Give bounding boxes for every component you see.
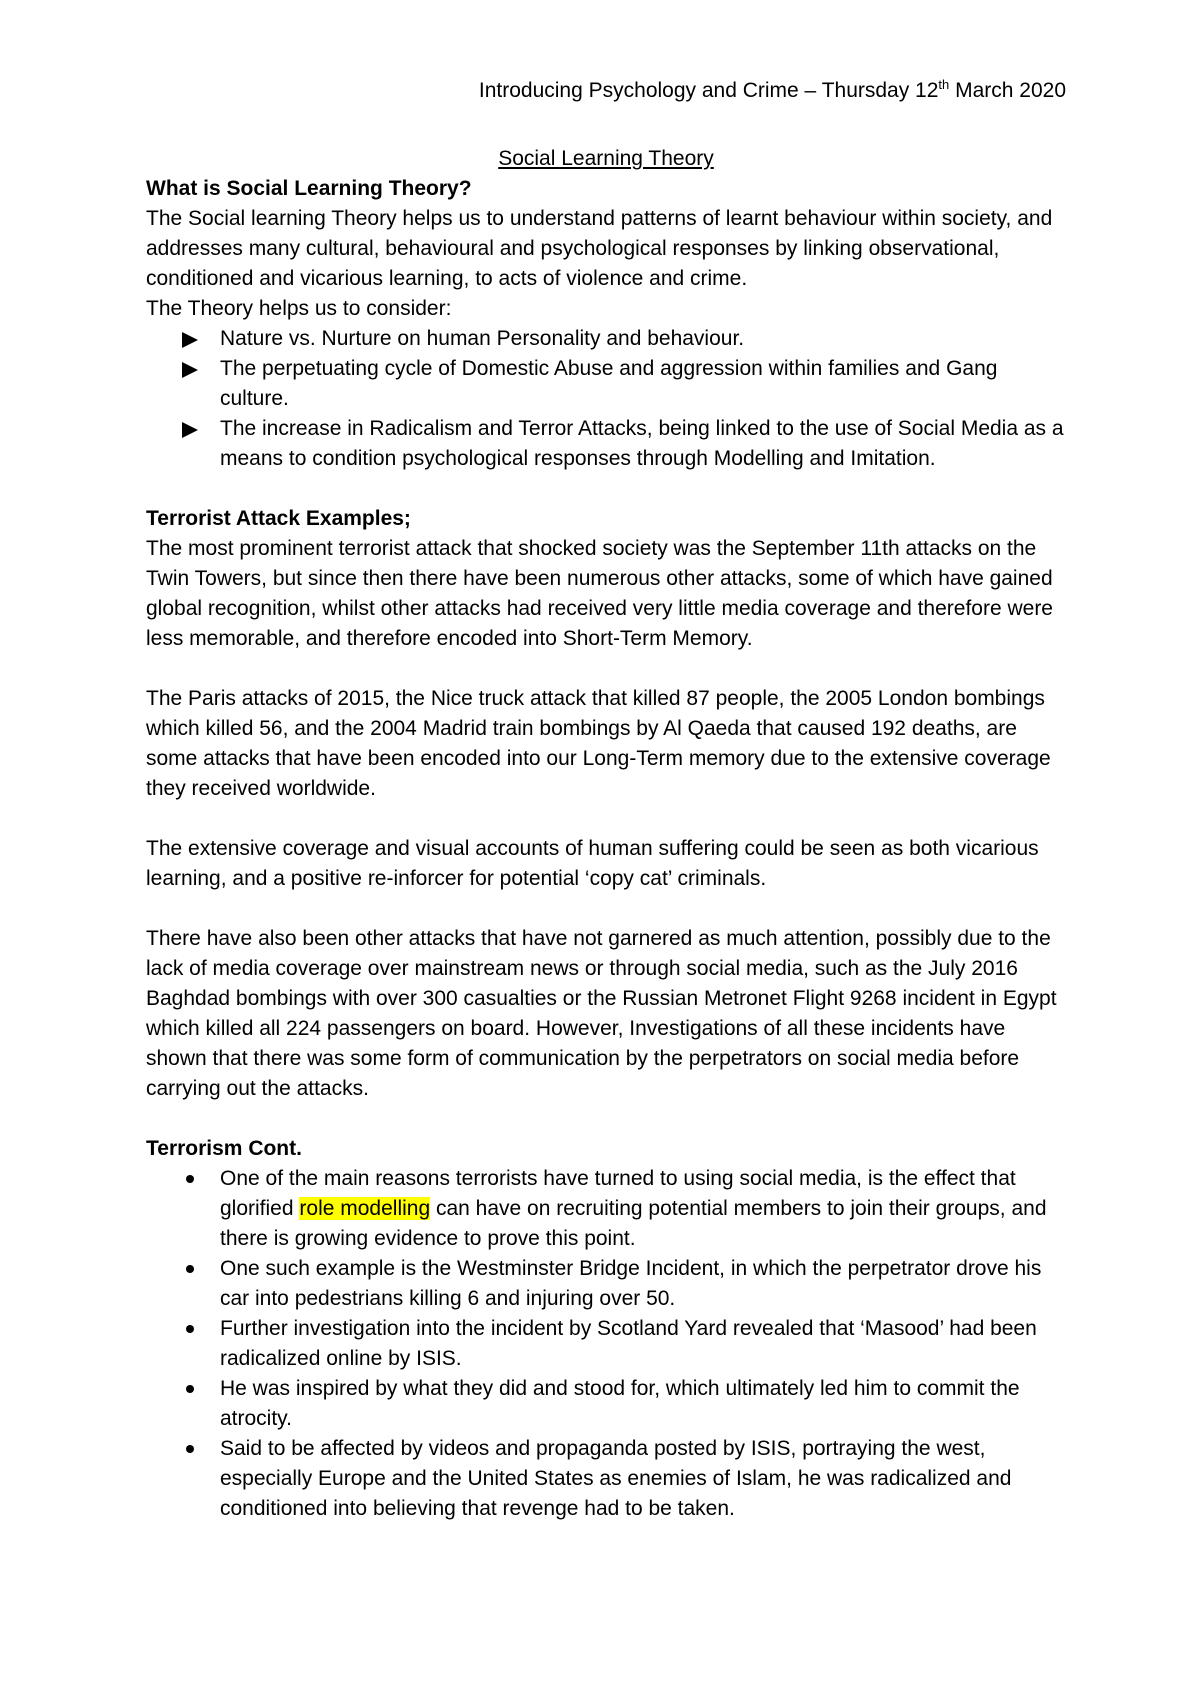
bullet-dot-icon — [186, 1445, 194, 1453]
list-item-text: The perpetuating cycle of Domestic Abuse and aggression within families and Gang culture. — [220, 357, 998, 410]
spacer — [146, 894, 1066, 924]
header-date-suffix: March 2020 — [949, 79, 1066, 102]
bullet-dot-icon — [186, 1175, 194, 1183]
paragraph-long-term-memory: The Paris attacks of 2015, the Nice truck attack that killed 87 people, the 2005 London bombings which killed 56, and the 2004 Madrid train bombings by Al Qaeda that caused 192 deaths, are some attacks that have been encoded into our Long-Term memory due to the extensive coverage they received worldwide. — [146, 687, 1051, 800]
list-item-text-end: can have on recruiting potential members to join their groups, and there is growing evidence to prove this point. — [220, 1197, 1047, 1250]
paragraph-less-attention: There have also been other attacks that have not garnered as much attention, possibly due to the lack of media coverage over mainstream news or through social media, such as the July 2016 Baghdad bombings with over 300 casualties or the Russian Metronet Flight 9268 incident in Egypt which killed all 224 passengers on board. However, Investigations of all these incidents have shown that there was some form of communication by the perpetrators on social media before carrying out the attacks. — [146, 927, 1057, 1100]
highlighted-text: role modelling — [299, 1197, 431, 1220]
document-title: Social Learning Theory — [498, 147, 714, 170]
list-item — [220, 1164, 1066, 1254]
spacer — [146, 474, 1066, 504]
list-item — [220, 1314, 1066, 1374]
list-item-text: Said to be affected by videos and propaganda posted by ISIS, portraying the west, especially Europe and the United States as enemies of Islam, he was radicalized and conditioned into believing that revenge had to be taken. — [220, 1437, 1012, 1520]
arrow-bullet-icon — [182, 362, 198, 378]
list-item-text: The increase in Radicalism and Terror Attacks, being linked to the use of Social Media as a means to condition psychological responses through Modelling and Imitation. — [220, 417, 1064, 470]
list-item-text: He was inspired by what they did and stood for, which ultimately led him to commit the atrocity. — [220, 1377, 1020, 1430]
bullet-dot-icon — [186, 1265, 194, 1273]
section-heading-terrorist-examples: Terrorist Attack Examples; — [146, 507, 411, 530]
list-item — [220, 1254, 1066, 1314]
theory-considers-intro: The Theory helps us to consider: — [146, 297, 452, 320]
slt-definition-paragraph: The Social learning Theory helps us to understand patterns of learnt behaviour within society, and addresses many cultural, behavioural and psychological responses by linking observational, conditioned and vicarious learning, to acts of violence and crime. — [146, 207, 1053, 290]
spacer — [146, 1104, 1066, 1134]
list-item-text-start: One of the main reasons terrorists have turned to using social media, is the effect that glorified — [220, 1167, 1016, 1220]
list-item — [220, 414, 1066, 474]
section-heading-terrorism-cont: Terrorism Cont. — [146, 1137, 302, 1160]
list-item — [220, 1434, 1066, 1524]
paragraph-sept-11: The most prominent terrorist attack that shocked society was the September 11th attacks on the Twin Towers, but since then there have been numerous other attacks, some of which have gained global recognition, whilst other attacks had received very little media coverage and therefore were less memorable, and therefore encoded into Short-Term Memory. — [146, 537, 1053, 650]
list-item — [220, 324, 1066, 354]
spacer — [146, 654, 1066, 684]
paragraph-copy-cat: The extensive coverage and visual accounts of human suffering could be seen as both vicarious learning, and a positive re-inforcer for potential ‘copy cat’ criminals. — [146, 837, 1039, 890]
arrow-bullet-icon — [182, 422, 198, 438]
list-item — [220, 1374, 1066, 1434]
header-text: Introducing Psychology and Crime – Thursday 12 — [478, 79, 939, 102]
bullet-dot-icon — [186, 1325, 194, 1333]
list-item-text: One such example is the Westminster Bridge Incident, in which the perpetrator drove his car into pedestrians killing 6 and injuring over 50. — [220, 1257, 1042, 1310]
list-item-text: Further investigation into the incident by Scotland Yard revealed that ‘Masood’ had been radicalized online by ISIS. — [220, 1317, 1037, 1370]
list-item-text: Nature vs. Nurture on human Personality and behaviour. — [220, 327, 745, 350]
spacer — [146, 804, 1066, 834]
arrow-bullet-icon — [182, 332, 198, 348]
header-superscript: th — [938, 77, 950, 92]
terrorism-points-list — [146, 1164, 1066, 1524]
bullet-dot-icon — [186, 1385, 194, 1393]
page-header — [146, 76, 1066, 106]
considerations-list — [146, 324, 1066, 474]
section-heading-what-is-slt: What is Social Learning Theory? — [146, 177, 472, 200]
list-item — [220, 354, 1066, 414]
